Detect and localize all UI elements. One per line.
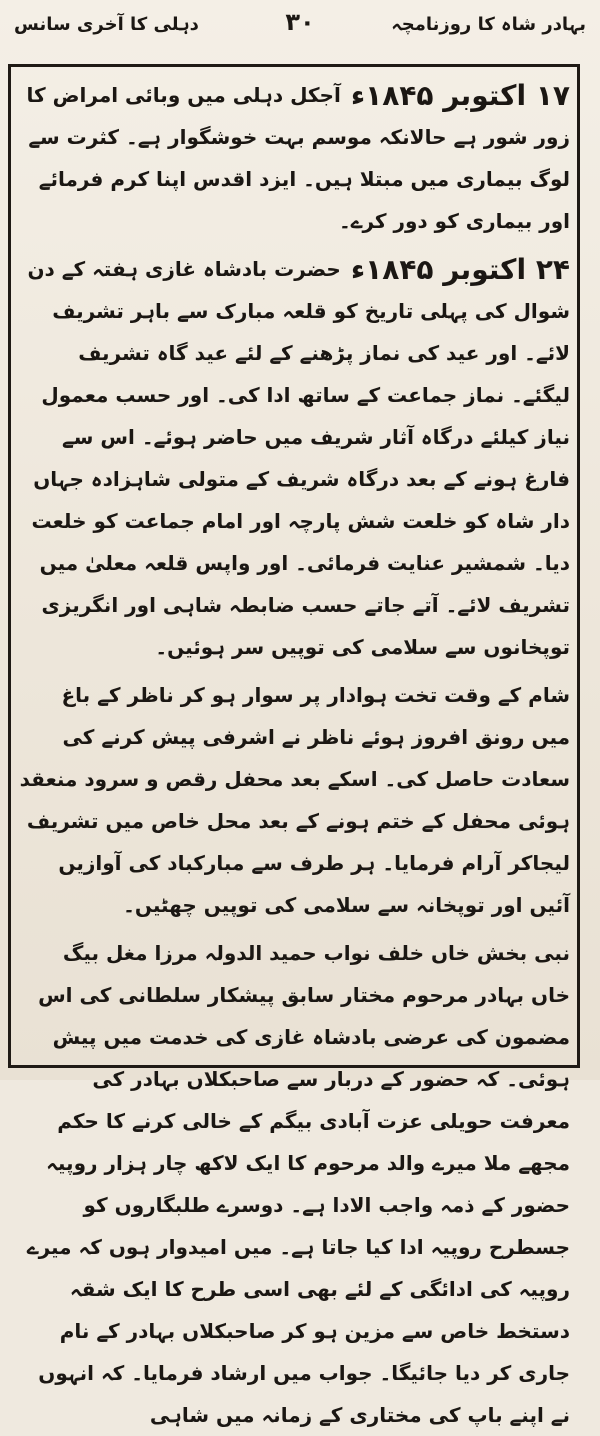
- page-body: [18, 74, 570, 1427]
- diary-entry: [18, 248, 570, 668]
- entry-text: حضرت بادشاہ غازی ہفتہ کے دن شوال کی پہلی تاریخ کو قلعہ مبارک سے باہر تشریف لائے۔ اور عید کی نماز پڑھنے کے لئے عید گاہ تشریف لیگئے۔ نماز جماعت کے ساتھ ادا کی۔ اور حسب معمول نیاز کیلئے درگاہ آثار شریف میں حاضر ہوئے۔ اس سے فارغ ہونے کے بعد درگاہ شریف کے متولی شاہزادہ جہاں دار شاہ کو خلعت شش پارچہ اور امام جماعت کو خلعت دیا۔ شمشیر عنایت فرمائی۔ اور واپس قلعہ معلیٰ میں تشریف لائے۔ آتے جاتے حسب ضابطہ شاہی اور انگریزی توپخانوں سے سلامی کی توپیں سر ہوئیں۔: [27, 257, 570, 659]
- entry-text: آجکل دہلی میں وبائی امراض کا زور شور ہے حالانکہ موسم بہت خوشگوار ہے۔ کثرت سے لوگ بیماری میں مبتلا ہیں۔ ایزد اقدس اپنا کرم فرمائے اور بیماری کو دور کرے۔: [26, 83, 570, 233]
- running-header: [14, 6, 586, 46]
- header-book-title: بہادر شاہ کا روزنامچہ: [391, 14, 586, 35]
- entry-date: ۲۴ اکتوبر ۱۸۴۵ء: [350, 253, 570, 286]
- header-section-title: دہلی کا آخری سانس: [14, 14, 199, 35]
- diary-entry: [18, 74, 570, 242]
- diary-paragraph: [18, 932, 570, 1436]
- diary-paragraph: [18, 674, 570, 926]
- entry-text: نبی بخش خاں خلف نواب حمید الدولہ مرزا مغل بیگ خاں بہادر مرحوم مختار سابق پیشکار سلطانی کی اس مضمون کی عرضی بادشاہ غازی کی خدمت میں پیش ہوئی۔ کہ حضور کے دربار سے صاحبکلاں بہادر کی معرفت حویلی عزت آبادی بیگم کے خالی کرنے کا حکم مجھے ملا میرے والد مرحوم کا ایک لاکھ چار ہزار روپیہ حضور کے ذمہ واجب الادا ہے۔ دوسرے طلبگاروں کو جسطرح روپیہ ادا کیا جاتا ہے۔ میں امیدوار ہوں کہ میرے روپیہ کی ادائگی کے لئے بھی اسی طرح کا ایک شقہ دستخط خاص سے مزین ہو کر صاحبکلاں بہادر کے نام جاری کر دیا جائیگا۔ جواب میں ارشاد فرمایا۔ کہ انہوں نے اپنے باپ کی مختاری کے زمانہ میں شاہی: [26, 941, 570, 1427]
- entry-date: ۱۷ اکتوبر ۱۸۴۵ء: [350, 79, 570, 112]
- page-number: ۳۰: [285, 8, 315, 36]
- entry-text: شام کے وقت تخت ہوادار پر سوار ہو کر ناظر کے باغ میں رونق افروز ہوئے ناظر نے اشرفی پیش کرنے کی سعادت حاصل کی۔ اسکے بعد محفل رقص و سرود منعقد ہوئی محفل کے ختم ہونے کے بعد محل خاص میں تشریف لیجاکر آرام فرمایا۔ ہر طرف سے مبارکباد کی آوازیں آئیں اور توپخانہ سے سلامی کی توپیں چھٹیں۔: [19, 683, 570, 917]
